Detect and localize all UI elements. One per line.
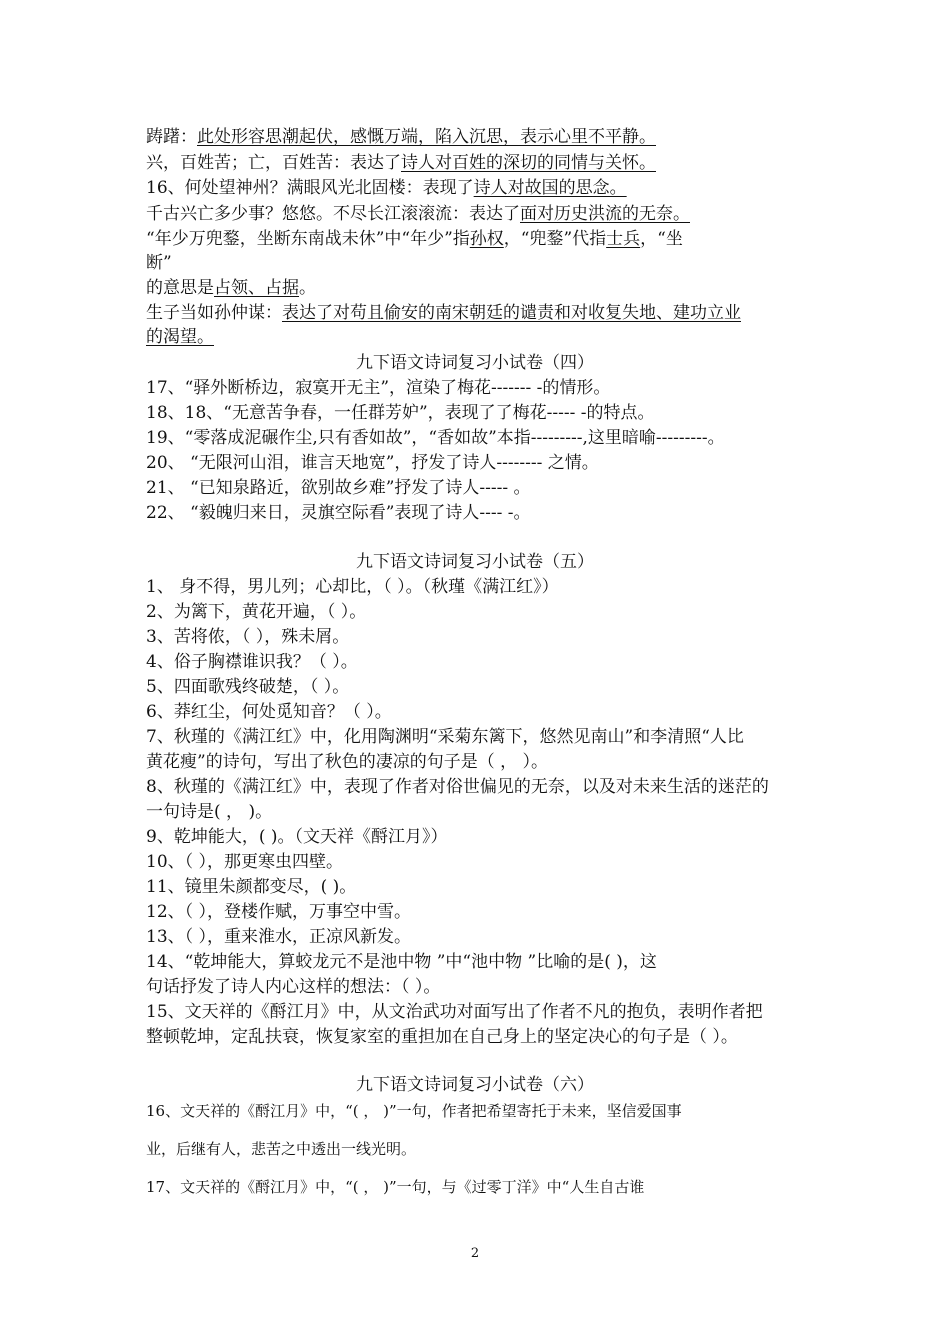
question-line: 1、 身不得，男儿列；心却比，（ ）。（秋瑾《满江红》） (146, 577, 559, 597)
question-line: 13、（ ），重来淮水，正凉风新发。 (146, 927, 412, 947)
question-line: 18、18、“无意苦争春，一任群芳妒”，表现了了梅花----- -的特点。 (146, 403, 655, 423)
question-line: 黄花瘦”的诗句，写出了秋色的凄凉的句子是（ ， ）。 (146, 752, 548, 772)
question-line: 15、文天祥的《酹江月》中，从文治武功对面写出了作者不凡的抱负，表明作者把 (146, 1002, 763, 1022)
note-line: 千古兴亡多少事？悠悠。不尽长江滚滚流：表达了面对历史洪流的无奈。 (146, 204, 690, 224)
question-line: 22、 “毅魄归来日，灵旗空际看”表现了诗人---- -。 (146, 503, 531, 523)
question-line: 一句诗是( ， )。 (146, 802, 273, 822)
note-line: 兴，百姓苦；亡，百姓苦：表达了诗人对百姓的深切的同情与关怀。 (146, 153, 656, 173)
question-line: 3、苦将侬，（ ），殊未屑。 (146, 627, 350, 647)
question-line: 4、俗子胸襟谁识我？（ ）。 (146, 652, 358, 672)
question-line: 2、为篱下，黄花开遍，（ ）。 (146, 602, 367, 622)
question-line: 5、四面歌残终破楚，（ ）。 (146, 677, 350, 697)
note-line: 生子当如孙仲谋：表达了对苟且偷安的南宋朝廷的谴责和对收复失地、建功立业 (146, 303, 741, 323)
section-title: 九下语文诗词复习小试卷（五） (356, 552, 594, 572)
question-line: 19、“零落成泥碾作尘,只有香如故”，“香如故”本指---------,这里暗喻---------。 (146, 428, 725, 448)
question-line: 业，后继有人，悲苦之中透出一线光明。 (146, 1140, 417, 1158)
question-line: 9、乾坤能大，( )。（文天祥《酹江月》） (146, 827, 448, 847)
note-line: “年少万兜鍪，坐断东南战未休”中“年少”指孙权，“兜鍪”代指士兵，“坐 (146, 229, 683, 249)
question-line: 7、秋瑾的《满江红》中，化用陶渊明“采菊东篱下，悠然见南山”和李清照“人比 (146, 727, 744, 747)
note-line: 16、何处望神州？满眼风光北固楼：表现了诗人对故国的思念。 (146, 178, 627, 198)
page-number: 2 (470, 1246, 480, 1261)
question-line: 16、文天祥的《酹江月》中，“( ， )”一句，作者把希望寄托于未来，坚信爱国事 (146, 1102, 682, 1120)
question-line: 句话抒发了诗人内心这样的想法：（ ）。 (146, 977, 441, 997)
question-line: 14、“乾坤能大，算蛟龙元不是池中物 ”中“池中物 ”比喻的是( )，这 (146, 952, 657, 972)
question-line: 整顿乾坤，定乱扶衰，恢复家室的重担加在自己身上的坚定决心的句子是（ ）。 (146, 1027, 738, 1047)
section-title: 九下语文诗词复习小试卷（六） (356, 1075, 594, 1095)
question-line: 12、（ ），登楼作赋，万事空中雪。 (146, 902, 412, 922)
section-title: 九下语文诗词复习小试卷（四） (356, 353, 594, 373)
question-line: 11、镜里朱颜都变尽，( )。 (146, 877, 357, 897)
question-line: 17、“驿外断桥边，寂寞开无主”，渲染了梅花------- -的情形。 (146, 378, 611, 398)
question-line: 10、（ ），那更寒虫四壁。 (146, 852, 344, 872)
question-line: 8、秋瑾的《满江红》中，表现了作者对俗世偏见的无奈，以及对未来生活的迷茫的 (146, 777, 769, 797)
question-line: 21、 “已知泉路近，欲别故乡难”抒发了诗人----- 。 (146, 478, 531, 498)
note-line: 的渴望。 (146, 327, 214, 347)
note-line: 踌躇：此处形容思潮起伏，感慨万端，陷入沉思，表示心里不平静。 (146, 127, 656, 147)
note-line: 的意思是占领、占据。 (146, 278, 316, 298)
note-line: 断” (146, 253, 172, 273)
question-line: 20、 “无限河山泪，谁言天地宽”，抒发了诗人-------- 之情。 (146, 453, 599, 473)
question-line: 6、莽红尘，何处觅知音？（ ）。 (146, 702, 392, 722)
question-line: 17、文天祥的《酹江月》中，“( ， )”一句，与《过零丁洋》中“人生自古谁 (146, 1178, 645, 1196)
